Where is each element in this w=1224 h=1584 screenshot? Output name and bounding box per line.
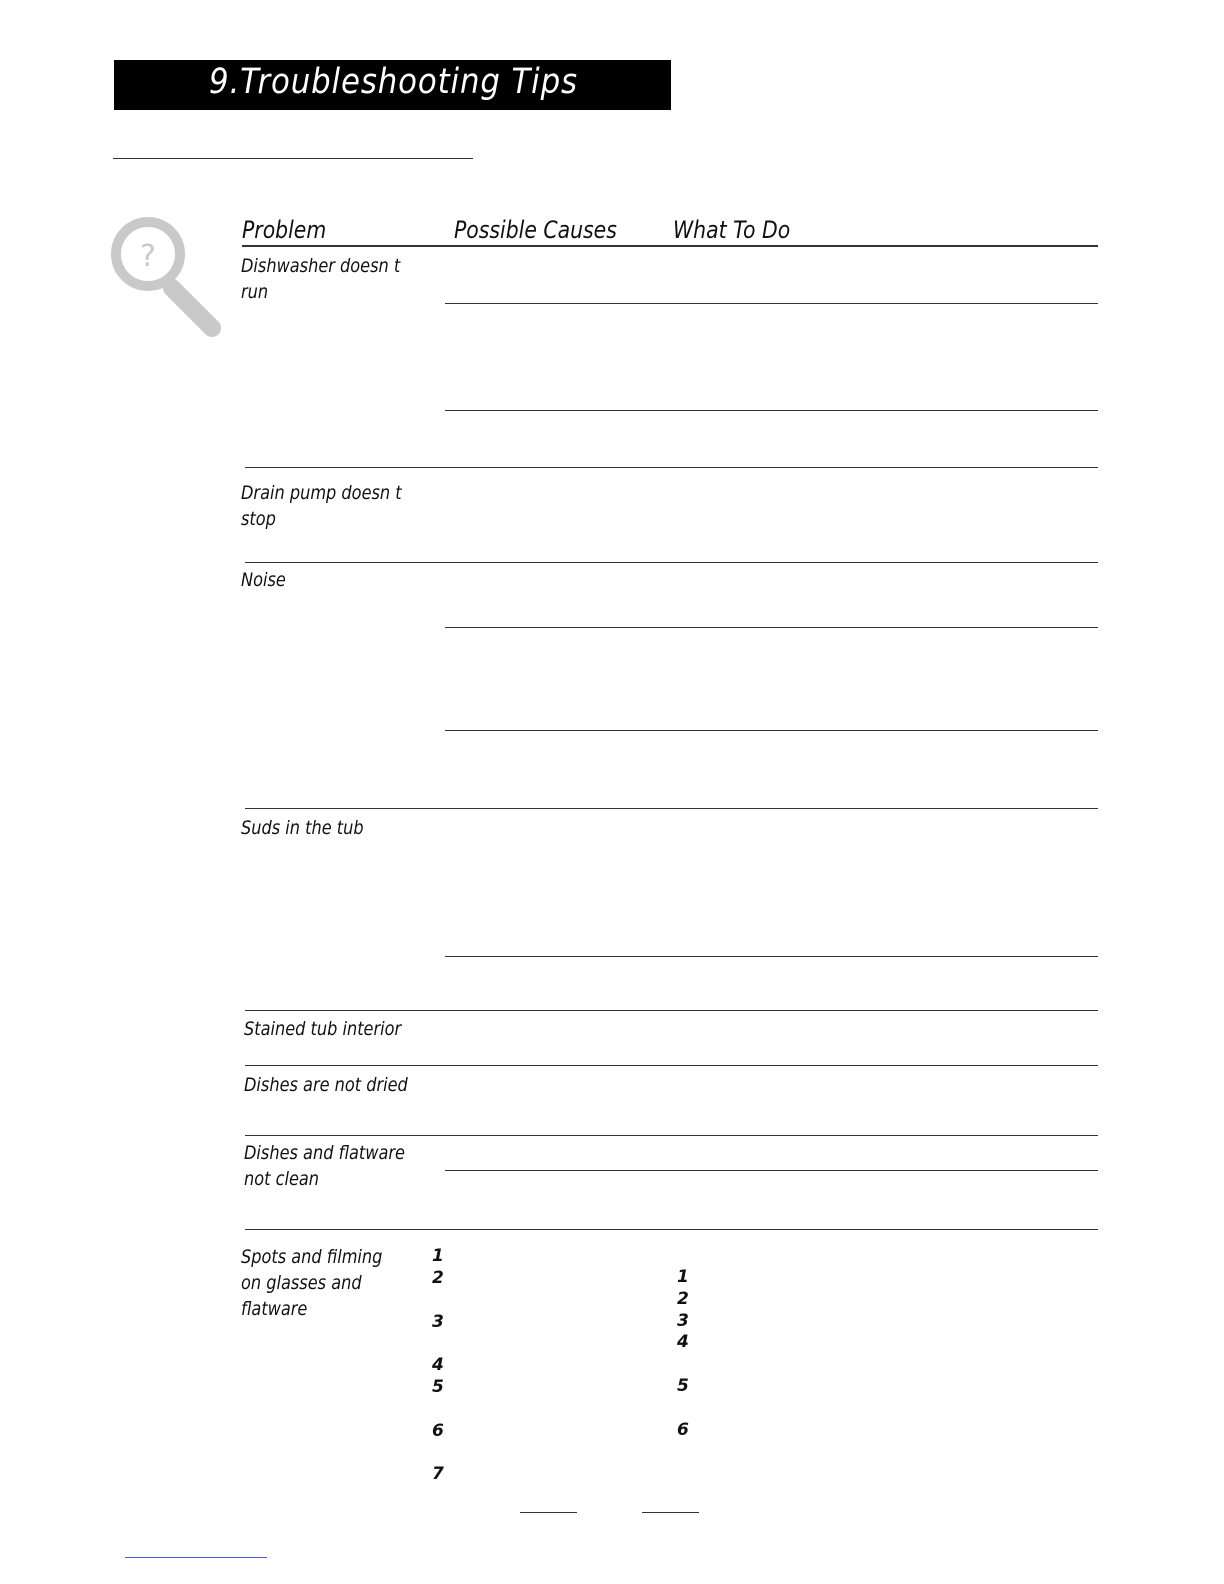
row-divider — [245, 467, 1098, 468]
problem-drain-pump-doesnt-stop: Drain pump doesn t stop — [241, 482, 402, 530]
row-divider — [245, 1010, 1098, 1011]
subrow-divider — [445, 1170, 1098, 1171]
problem-dishes-flatware-not-clean: Dishes and flatware not clean — [244, 1142, 405, 1190]
remedy-number: 1 — [677, 1267, 689, 1287]
column-header-possible-causes: Possible Causes — [454, 216, 617, 244]
cause-number: 5 — [432, 1377, 444, 1397]
footer-short-rule — [642, 1512, 699, 1513]
problem-noise: Noise — [241, 569, 286, 591]
row-divider — [245, 808, 1098, 809]
title-underline — [113, 158, 473, 159]
cause-number: 1 — [432, 1246, 444, 1266]
subrow-divider — [445, 410, 1098, 411]
footer-link[interactable] — [125, 1557, 267, 1558]
footer-short-rule — [520, 1512, 577, 1513]
remedy-number: 6 — [677, 1420, 689, 1440]
problem-dishes-not-dried: Dishes are not dried — [244, 1074, 408, 1096]
remedy-number: 2 — [677, 1289, 689, 1309]
column-header-problem: Problem — [242, 216, 327, 244]
row-divider — [245, 562, 1098, 563]
problem-stained-tub-interior: Stained tub interior — [244, 1018, 402, 1040]
svg-text:?: ? — [140, 239, 156, 274]
problem-suds-in-the-tub: Suds in the tub — [241, 817, 364, 839]
remedy-number: 4 — [677, 1332, 689, 1352]
row-divider — [245, 1229, 1098, 1230]
cause-number: 6 — [432, 1421, 444, 1441]
title-banner — [114, 60, 671, 110]
header-rule — [242, 245, 1098, 247]
magnifier-question-icon — [106, 210, 226, 340]
row-divider — [245, 1135, 1098, 1136]
subrow-divider — [445, 303, 1098, 304]
cause-number: 7 — [432, 1464, 444, 1484]
row-divider — [245, 1065, 1098, 1066]
problem-spots-and-filming: Spots and filming on glasses and flatware — [241, 1246, 383, 1320]
cause-number: 3 — [432, 1312, 444, 1332]
subrow-divider — [445, 730, 1098, 731]
cause-number: 4 — [432, 1355, 444, 1375]
page-title: 9.Troubleshooting Tips — [209, 62, 578, 102]
cause-number: 2 — [432, 1268, 444, 1288]
problem-dishwasher-doesnt-run: Dishwasher doesn t run — [241, 255, 401, 303]
remedy-number: 3 — [677, 1311, 689, 1331]
column-header-what-to-do: What To Do — [673, 216, 791, 244]
remedy-number: 5 — [677, 1376, 689, 1396]
subrow-divider — [445, 956, 1098, 957]
subrow-divider — [445, 627, 1098, 628]
